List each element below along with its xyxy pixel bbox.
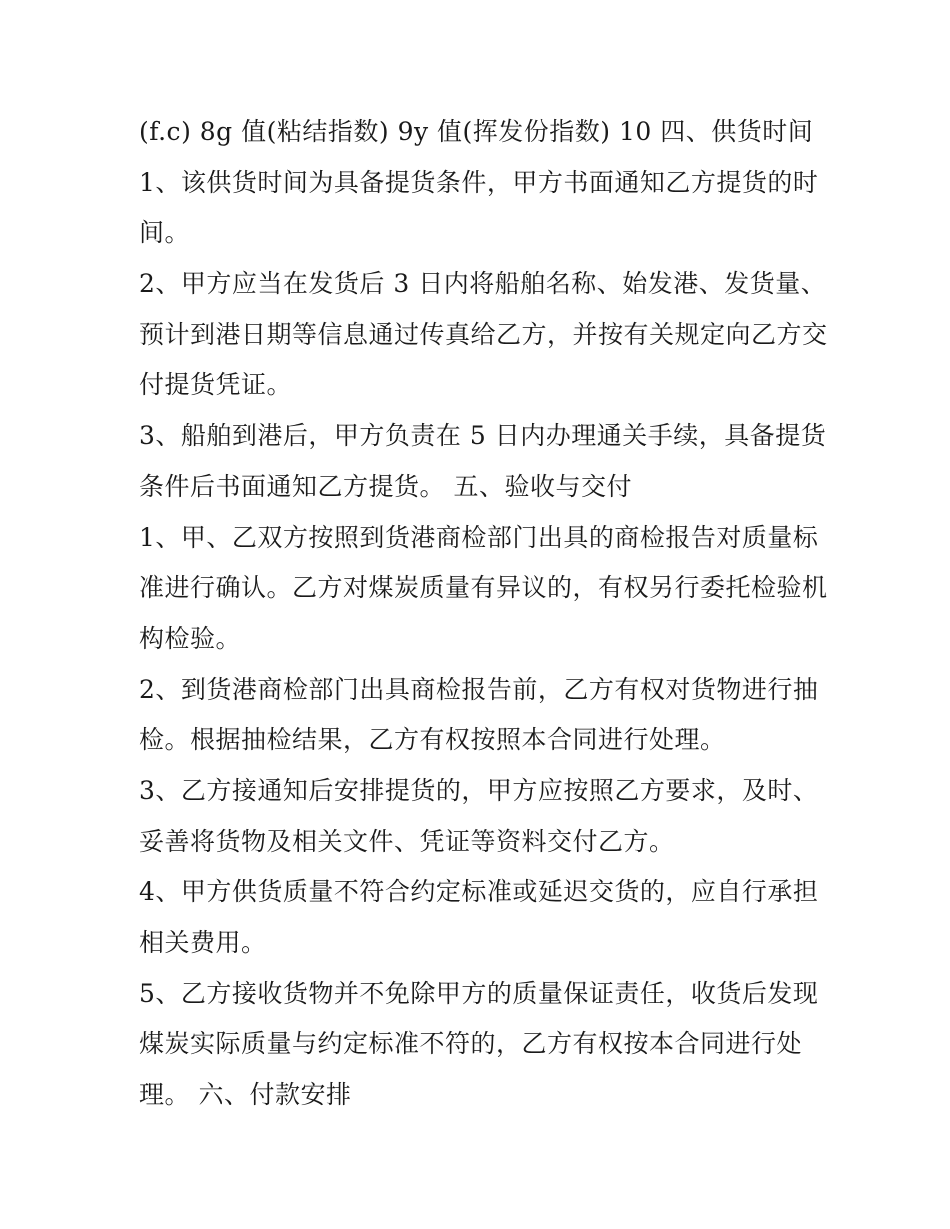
text-line: 预计到港日期等信息通过传真给乙方，并按有关规定向乙方交 [139,319,828,349]
text-line: 付提货凭证。 [139,370,293,400]
text-line: 条件后书面通知乙方提货。 五、验收与交付 [139,471,632,501]
text-line: 间。 [139,218,191,248]
text-line: (f.c) 8g 值(粘结指数) 9y 值(挥发份指数) 10 四、供货时间 [139,117,814,146]
text-line: 1、甲、乙双方按照到货港商检部门出具的商检报告对质量标 [139,522,819,552]
text-line: 相关费用。 [139,928,267,957]
text-line: 1、该供货时间为具备提货条件，甲方书面通知乙方提货的时 [139,167,819,197]
contract-text-block [139,107,829,1121]
text-line: 2、到货港商检部门出具商检报告前，乙方有权对货物进行抽 [139,674,819,704]
text-line: 4、甲方供货质量不符合约定标准或延迟交货的，应自行承担 [139,877,819,907]
text-line: 煤炭实际质量与约定标准不符的，乙方有权按本合同进行处 [139,1029,803,1059]
text-line: 3、乙方接通知后安排提货的，甲方应按照乙方要求，及时、 [139,775,819,805]
text-line: 构检验。 [139,623,242,653]
text-line: 妥善将货物及相关文件、凭证等资料交付乙方。 [139,826,675,856]
text-line: 2、甲方应当在发货后 3 日内将船舶名称、始发港、发货量、 [139,269,827,299]
text-line: 检。根据抽检结果，乙方有权按照本合同进行处理。 [139,725,726,755]
text-line: 准进行确认。乙方对煤炭质量有异议的，有权另行委托检验机 [139,573,828,603]
text-line: 理。 六、付款安排 [139,1080,352,1110]
text-line: 3、船舶到港后，甲方负责在 5 日内办理通关手续，具备提货 [139,421,827,451]
text-line: 5、乙方接收货物并不免除甲方的质量保证责任，收货后发现 [139,978,819,1008]
